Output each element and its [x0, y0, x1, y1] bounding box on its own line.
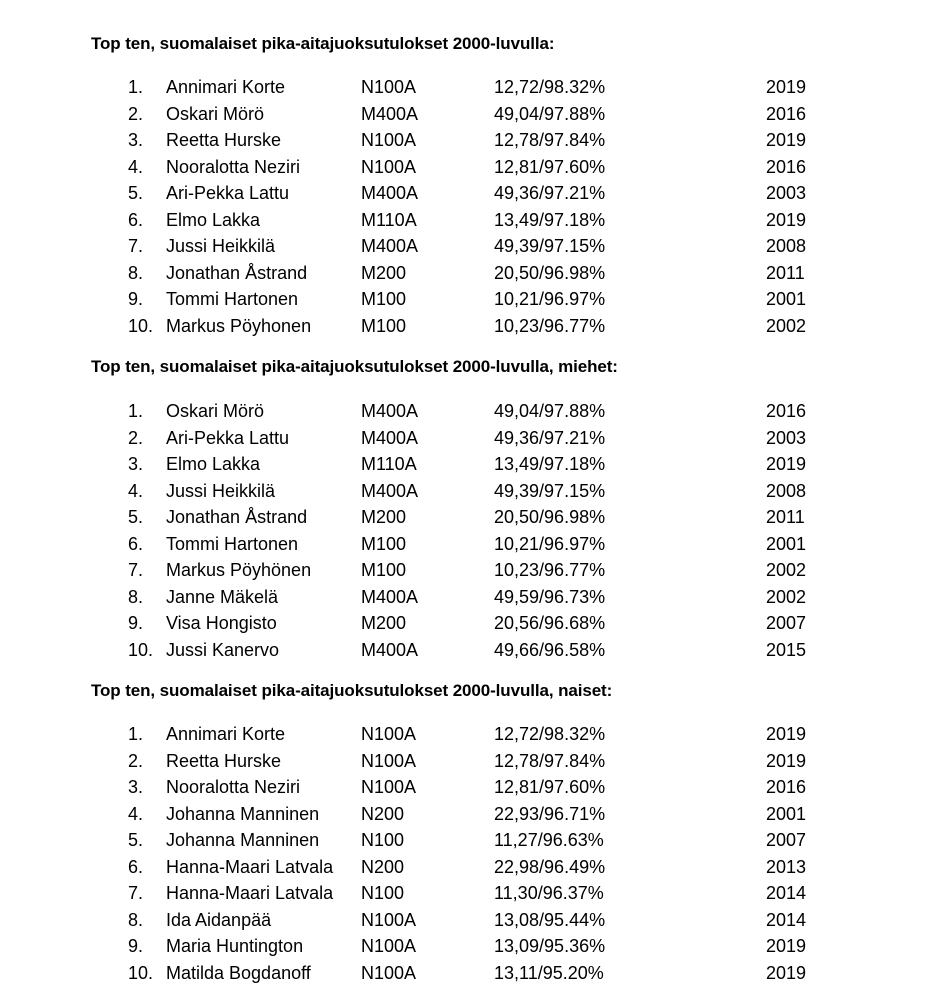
results-list-overall — [0, 74, 927, 339]
result-row — [0, 180, 927, 207]
athlete-name-cell: Jonathan Åstrand — [166, 262, 308, 283]
athlete-name-cell: Markus Pöyhönen — [166, 560, 312, 580]
year-cell: 2016 — [766, 777, 807, 797]
year-cell: 2019 — [766, 962, 807, 983]
event-cell: M400A — [361, 401, 419, 421]
year-cell: 2014 — [766, 883, 807, 903]
result-cell: 49,59/96.73% — [494, 586, 606, 607]
result-cell: 20,50/96.98% — [494, 262, 606, 283]
year-cell: 2001 — [766, 533, 807, 554]
result-row — [0, 610, 927, 637]
athlete-name-cell: Ida Aidanpää — [166, 909, 272, 930]
rank-cell: 6. — [128, 209, 144, 230]
year-cell: 2019 — [766, 209, 807, 230]
result-cell: 10,23/96.77% — [494, 315, 606, 336]
rank-cell: 7. — [128, 236, 144, 256]
athlete-name-cell: Tommi Hartonen — [166, 289, 299, 309]
result-row — [0, 425, 927, 452]
result-cell: 13,49/97.18% — [494, 209, 606, 230]
result-cell: 13,08/95.44% — [494, 909, 606, 930]
result-row — [0, 557, 927, 584]
result-cell: 22,93/96.71% — [494, 803, 606, 824]
result-cell: 11,30/96.37% — [494, 883, 604, 903]
year-cell: 2007 — [766, 830, 807, 850]
event-cell: M100 — [361, 560, 407, 580]
result-cell: 13,49/97.18% — [494, 454, 606, 474]
result-cell: 49,39/97.15% — [494, 236, 606, 256]
year-cell: 2008 — [766, 480, 807, 501]
year-cell: 2019 — [766, 454, 807, 474]
athlete-name-cell: Markus Pöyhonen — [166, 315, 312, 336]
year-cell: 2008 — [766, 236, 807, 256]
result-cell: 13,09/95.36% — [494, 936, 606, 956]
result-cell: 13,11/95.20% — [494, 962, 604, 983]
rank-cell: 5. — [128, 183, 144, 203]
result-row — [0, 637, 927, 664]
athlete-name-cell: Johanna Manninen — [166, 830, 320, 850]
result-cell: 12,72/98.32% — [494, 77, 606, 97]
athlete-name-cell: Jussi Kanervo — [166, 639, 280, 660]
athlete-name-cell: Johanna Manninen — [166, 803, 320, 824]
year-cell: 2013 — [766, 856, 807, 877]
result-row — [0, 207, 927, 234]
rank-cell: 9. — [128, 289, 144, 309]
athlete-name-cell: Janne Mäkelä — [166, 586, 279, 607]
event-cell: N100A — [361, 77, 417, 97]
event-cell: M200 — [361, 262, 407, 283]
result-cell: 10,21/96.97% — [494, 533, 606, 554]
result-cell: 12,78/97.84% — [494, 750, 606, 771]
year-cell: 2016 — [766, 103, 807, 124]
rank-cell: 6. — [128, 856, 144, 877]
rank-cell: 4. — [128, 156, 144, 177]
year-cell: 2019 — [766, 724, 807, 744]
rank-cell: 3. — [128, 454, 144, 474]
athlete-name-cell: Annimari Korte — [166, 724, 286, 744]
result-cell: 11,27/96.63% — [494, 830, 604, 850]
result-cell: 10,23/96.77% — [494, 560, 606, 580]
year-cell: 2014 — [766, 909, 807, 930]
rank-cell: 8. — [128, 262, 144, 283]
event-cell: N100A — [361, 777, 417, 797]
event-cell: M400A — [361, 586, 419, 607]
result-row — [0, 478, 927, 505]
event-cell: M100 — [361, 533, 407, 554]
rank-cell: 6. — [128, 533, 144, 554]
athlete-name-cell: Ari-Pekka Lattu — [166, 183, 290, 203]
result-cell: 20,50/96.98% — [494, 507, 606, 527]
event-cell: M100 — [361, 315, 407, 336]
rank-cell: 2. — [128, 103, 144, 124]
result-cell: 49,39/97.15% — [494, 480, 606, 501]
rank-cell: 3. — [128, 130, 144, 150]
event-cell: N100A — [361, 936, 417, 956]
result-row — [0, 154, 927, 181]
results-list-women — [0, 721, 927, 986]
result-row — [0, 774, 927, 801]
rank-cell: 8. — [128, 909, 144, 930]
rank-cell: 1. — [128, 724, 144, 744]
year-cell: 2002 — [766, 315, 807, 336]
event-cell: N100 — [361, 883, 405, 903]
result-row — [0, 531, 927, 558]
result-row — [0, 584, 927, 611]
result-cell: 49,36/97.21% — [494, 427, 606, 448]
year-cell: 2002 — [766, 560, 807, 580]
result-cell: 12,78/97.84% — [494, 130, 606, 150]
rank-cell: 4. — [128, 480, 144, 501]
result-row — [0, 233, 927, 260]
result-cell: 49,36/97.21% — [494, 183, 606, 203]
year-cell: 2007 — [766, 613, 807, 633]
athlete-name-cell: Nooralotta Neziri — [166, 777, 301, 797]
year-cell: 2019 — [766, 130, 807, 150]
result-row — [0, 960, 927, 987]
year-cell: 2015 — [766, 639, 807, 660]
result-row — [0, 127, 927, 154]
athlete-name-cell: Tommi Hartonen — [166, 533, 299, 554]
result-row — [0, 286, 927, 313]
result-cell: 20,56/96.68% — [494, 613, 606, 633]
rank-cell: 7. — [128, 560, 144, 580]
results-list-men — [0, 398, 927, 663]
athlete-name-cell: Oskari Mörö — [166, 103, 265, 124]
athlete-name-cell: Hanna-Maari Latvala — [166, 856, 334, 877]
event-cell: M110A — [361, 454, 417, 474]
rank-cell: 5. — [128, 830, 144, 850]
event-cell: N100A — [361, 156, 417, 177]
athlete-name-cell: Visa Hongisto — [166, 613, 277, 633]
event-cell: M100 — [361, 289, 407, 309]
year-cell: 2019 — [766, 936, 807, 956]
event-cell: M400A — [361, 427, 419, 448]
result-cell: 10,21/96.97% — [494, 289, 606, 309]
result-cell: 12,72/98.32% — [494, 724, 606, 744]
result-row — [0, 854, 927, 881]
athlete-name-cell: Oskari Mörö — [166, 401, 265, 421]
year-cell: 2001 — [766, 803, 807, 824]
year-cell: 2016 — [766, 156, 807, 177]
result-cell: 49,04/97.88% — [494, 401, 606, 421]
rank-cell: 9. — [128, 936, 144, 956]
athlete-name-cell: Elmo Lakka — [166, 209, 261, 230]
year-cell: 2003 — [766, 183, 807, 203]
athlete-name-cell: Nooralotta Neziri — [166, 156, 301, 177]
rank-cell: 10. — [128, 639, 154, 660]
result-row — [0, 933, 927, 960]
athlete-name-cell: Ari-Pekka Lattu — [166, 427, 290, 448]
event-cell: M400A — [361, 639, 419, 660]
rank-cell: 4. — [128, 803, 144, 824]
rank-cell: 9. — [128, 613, 144, 633]
result-cell: 49,66/96.58% — [494, 639, 606, 660]
rank-cell: 10. — [128, 962, 154, 983]
event-cell: M400A — [361, 236, 419, 256]
rank-cell: 5. — [128, 507, 144, 527]
event-cell: M400A — [361, 183, 419, 203]
event-cell: N100A — [361, 962, 417, 983]
result-row — [0, 504, 927, 531]
rank-cell: 1. — [128, 401, 144, 421]
event-cell: M400A — [361, 103, 419, 124]
section-title-men: Top ten, suomalaiset pika-aitajuoksutulokset 2000-luvulla, miehet: — [91, 357, 618, 376]
rank-cell: 3. — [128, 777, 144, 797]
section-title-overall: Top ten, suomalaiset pika-aitajuoksutulokset 2000-luvulla: — [91, 34, 555, 53]
athlete-name-cell: Reetta Hurske — [166, 130, 282, 150]
rank-cell: 8. — [128, 586, 144, 607]
event-cell: N100A — [361, 130, 417, 150]
result-row — [0, 880, 927, 907]
rank-cell: 2. — [128, 427, 144, 448]
athlete-name-cell: Jussi Heikkilä — [166, 236, 276, 256]
event-cell: N200 — [361, 856, 405, 877]
event-cell: N100A — [361, 724, 417, 744]
result-row — [0, 907, 927, 934]
athlete-name-cell: Hanna-Maari Latvala — [166, 883, 334, 903]
event-cell: N100 — [361, 830, 405, 850]
result-row — [0, 260, 927, 287]
rank-cell: 10. — [128, 315, 154, 336]
result-cell: 49,04/97.88% — [494, 103, 606, 124]
year-cell: 2019 — [766, 750, 807, 771]
rank-cell: 1. — [128, 77, 144, 97]
athlete-name-cell: Jussi Heikkilä — [166, 480, 276, 501]
section-title-women: Top ten, suomalaiset pika-aitajuoksutulokset 2000-luvulla, naiset: — [91, 681, 613, 700]
result-cell: 12,81/97.60% — [494, 777, 606, 797]
result-row — [0, 721, 927, 748]
event-cell: N100A — [361, 750, 417, 771]
event-cell: N100A — [361, 909, 417, 930]
athlete-name-cell: Matilda Bogdanoff — [166, 962, 311, 983]
result-row — [0, 451, 927, 478]
athlete-name-cell: Annimari Korte — [166, 77, 286, 97]
athlete-name-cell: Jonathan Åstrand — [166, 507, 308, 527]
athlete-name-cell: Reetta Hurske — [166, 750, 282, 771]
rank-cell: 2. — [128, 750, 144, 771]
result-row — [0, 74, 927, 101]
result-row — [0, 801, 927, 828]
result-row — [0, 827, 927, 854]
year-cell: 2011 — [766, 507, 805, 527]
event-cell: M200 — [361, 613, 407, 633]
year-cell: 2002 — [766, 586, 807, 607]
result-row — [0, 748, 927, 775]
year-cell: 2003 — [766, 427, 807, 448]
result-cell: 12,81/97.60% — [494, 156, 606, 177]
event-cell: M110A — [361, 209, 417, 230]
athlete-name-cell: Elmo Lakka — [166, 454, 261, 474]
year-cell: 2016 — [766, 401, 807, 421]
athlete-name-cell: Maria Huntington — [166, 936, 304, 956]
year-cell: 2019 — [766, 77, 807, 97]
result-row — [0, 101, 927, 128]
result-cell: 22,98/96.49% — [494, 856, 606, 877]
event-cell: M200 — [361, 507, 407, 527]
event-cell: M400A — [361, 480, 419, 501]
year-cell: 2011 — [766, 262, 805, 283]
year-cell: 2001 — [766, 289, 807, 309]
result-row — [0, 398, 927, 425]
event-cell: N200 — [361, 803, 405, 824]
rank-cell: 7. — [128, 883, 144, 903]
result-row — [0, 313, 927, 340]
